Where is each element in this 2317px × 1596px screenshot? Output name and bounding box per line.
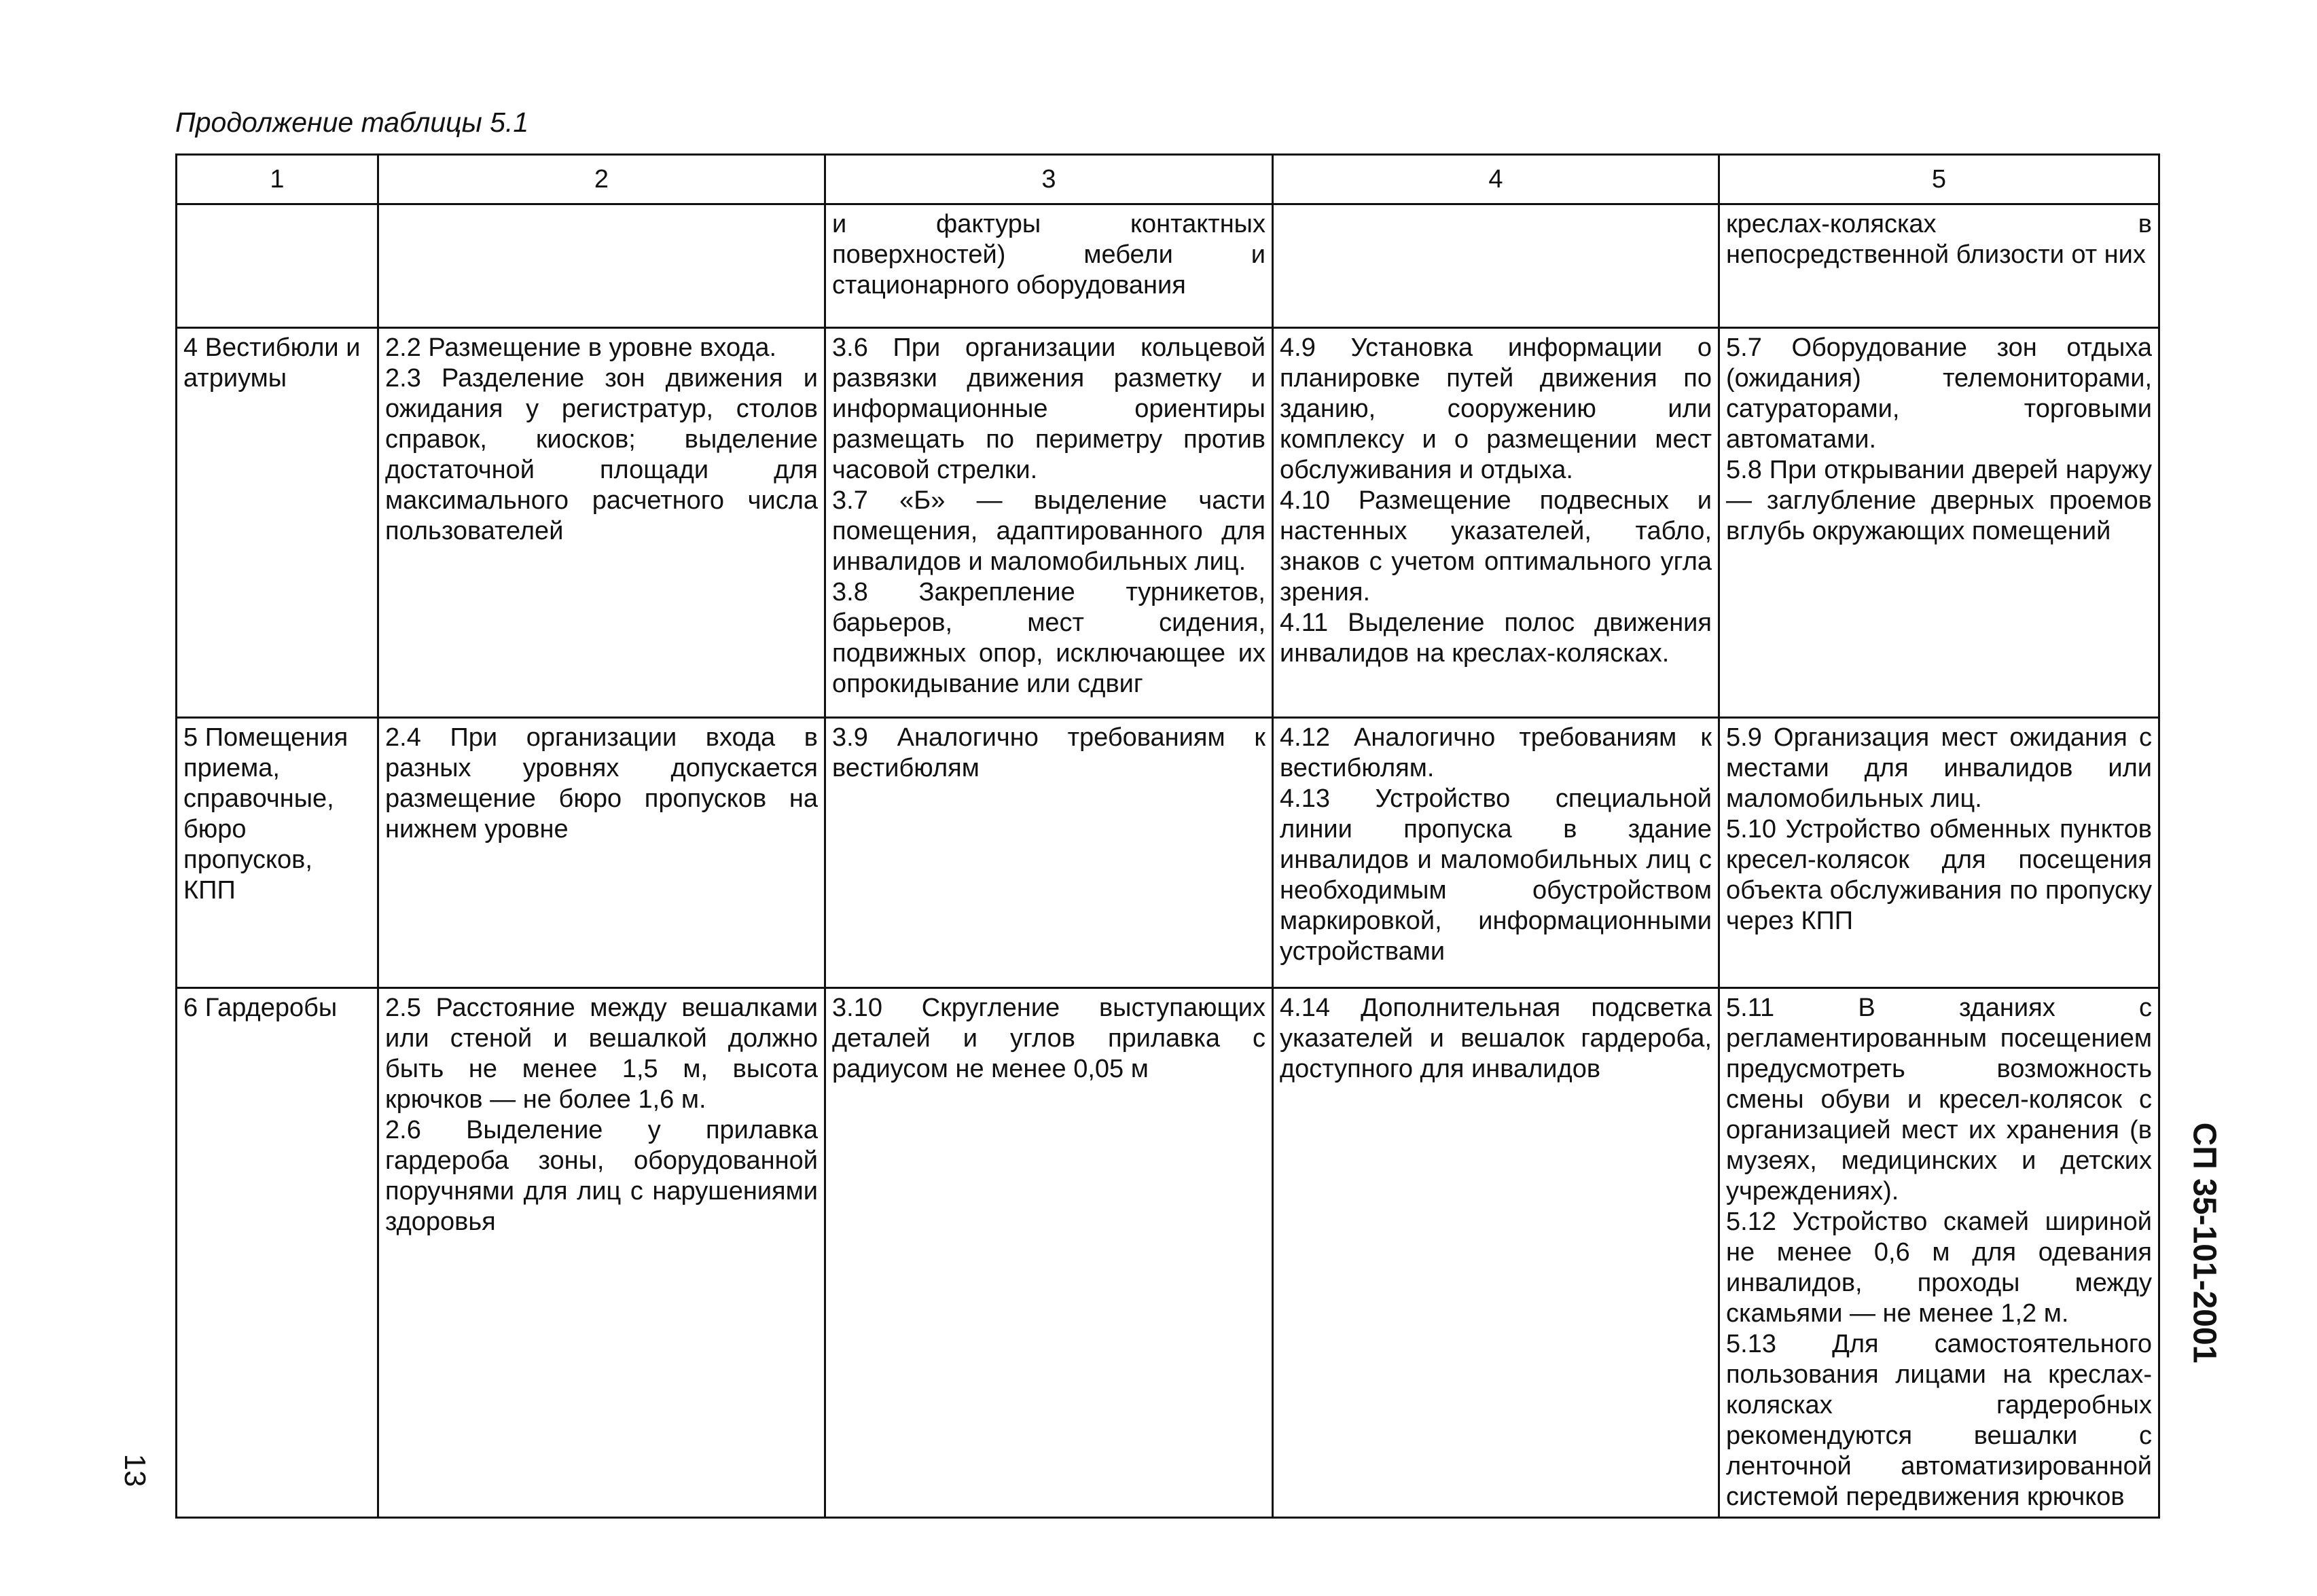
cell-text: и фактуры контактных поверхностей) мебели и стационарного оборудования bbox=[832, 210, 1265, 300]
cell-col5 bbox=[1719, 328, 2159, 718]
cell-text: 4.9 Установка информации о планировке путей движения по зданию, сооружению или комплексу и о размещении мест обслуживания и отдыха. bbox=[1280, 333, 1712, 484]
cell-col5 bbox=[1719, 204, 2159, 328]
cell-text: 3.6 При организации кольцевой развязки движения разметку и информационные ориентиры размещать по периметру против часовой стрелки. bbox=[832, 333, 1265, 484]
cell-text: 4.14 Дополнительная подсветка указателей и вешалок гардероба, доступного для инвалидов bbox=[1280, 994, 1712, 1083]
page-number-margin bbox=[114, 1447, 155, 1494]
cell-text: 4.11 Выделение полос движения инвалидов на креслах-колясках. bbox=[1280, 609, 1712, 668]
cell-col4 bbox=[1273, 328, 1719, 718]
table-caption: Продолжение таблицы 5.1 bbox=[175, 107, 529, 138]
cell-text: 5.8 При открывании дверей наружу — заглубление дверных проемов вглубь окружающих помещений bbox=[1726, 456, 2152, 545]
cell-col2 bbox=[378, 718, 825, 988]
column-header-3: 3 bbox=[825, 155, 1273, 204]
cell-text: 5.7 Оборудование зон отдыха (ожидания) телемониторами, сатураторами, торговыми автоматами. bbox=[1726, 333, 2152, 454]
table-row bbox=[177, 204, 2159, 328]
cell-col3 bbox=[825, 204, 1273, 328]
cell-col5 bbox=[1719, 718, 2159, 988]
document-code: СП 35-101-2001 bbox=[2186, 1122, 2223, 1364]
cell-text: 4.13 Устройство специальной линии пропуска в здание инвалидов и маломобильных лиц с необходимым обустройством маркировкой, информационными устройствами bbox=[1280, 784, 1712, 966]
page-number: 13 bbox=[118, 1453, 151, 1487]
cell-col4 bbox=[1273, 204, 1719, 328]
cell-col2 bbox=[378, 988, 825, 1518]
table-row bbox=[177, 328, 2159, 718]
cell-room bbox=[177, 988, 378, 1518]
cell-col4 bbox=[1273, 988, 1719, 1518]
cell-room bbox=[177, 328, 378, 718]
column-header-5: 5 bbox=[1719, 155, 2159, 204]
cell-text: 5.9 Организация мест ожидания с местами для инвалидов или маломобильных лиц. bbox=[1726, 723, 2152, 813]
cell-text: 4.12 Аналогично требованиям к вестибюлям. bbox=[1280, 723, 1712, 782]
cell-text: 3.8 Закрепление турникетов, барьеров, мест сидения, подвижных опор, исключающее их опрокидывание или сдвиг bbox=[832, 578, 1265, 698]
requirements-table bbox=[175, 153, 2160, 1519]
cell-text: 2.5 Расстояние между вешалками или стеной и вешалкой должно быть не менее 1,5 м, высота крючков — не более 1,6 м. bbox=[385, 994, 818, 1114]
cell-text: 3.9 Аналогично требованиям к вестибюлям bbox=[832, 723, 1265, 782]
room-name: 5 Помещения приема, справочные, бюро пропусков, КПП bbox=[183, 723, 348, 905]
room-name: 4 Вестибюли и атриумы bbox=[183, 333, 361, 393]
cell-col4 bbox=[1273, 718, 1719, 988]
cell-room bbox=[177, 718, 378, 988]
cell-text: 2.3 Разделение зон движения и ожидания у регистратур, столов справок, киосков; выделение достаточной площади для максимального расчетного числа пользователей bbox=[385, 364, 818, 545]
cell-room bbox=[177, 204, 378, 328]
cell-text: 5.13 Для самостоятельного пользования лицами на креслах-колясках гардеробных рекомендуются вешалки с ленточной автоматизированной системой передвижения крючков bbox=[1726, 1330, 2152, 1511]
document-code-margin bbox=[2177, 998, 2231, 1487]
cell-col3 bbox=[825, 328, 1273, 718]
cell-col3 bbox=[825, 988, 1273, 1518]
cell-text: 5.12 Устройство скамей шириной не менее 0,6 м для одевания инвалидов, проходы между скамьями — не менее 1,2 м. bbox=[1726, 1208, 2152, 1328]
cell-col3 bbox=[825, 718, 1273, 988]
table-row bbox=[177, 718, 2159, 988]
cell-text: 2.6 Выделение у прилавка гардероба зоны, оборудованной поручнями для лиц с нарушениями здоровья bbox=[385, 1116, 818, 1236]
cell-text: 3.7 «Б» — выделение части помещения, адаптированного для инвалидов и маломобильных лиц. bbox=[832, 486, 1265, 576]
cell-col2 bbox=[378, 204, 825, 328]
column-header-4: 4 bbox=[1273, 155, 1719, 204]
cell-text: 3.10 Скругление выступающих деталей и углов прилавка с радиусом не менее 0,05 м bbox=[832, 994, 1265, 1083]
cell-text: креслах-колясках в непосредственной близости от них bbox=[1726, 210, 2152, 269]
table-row bbox=[177, 988, 2159, 1518]
room-name: 6 Гардеробы bbox=[183, 994, 338, 1022]
cell-col2 bbox=[378, 328, 825, 718]
table-header-row bbox=[177, 155, 2159, 204]
column-header-2: 2 bbox=[378, 155, 825, 204]
cell-text: 2.2 Размещение в уровне входа. bbox=[385, 333, 777, 362]
cell-text: 5.10 Устройство обменных пунктов кресел-колясок для посещения объекта обслуживания по пропуску через КПП bbox=[1726, 815, 2152, 935]
column-header-1: 1 bbox=[177, 155, 378, 204]
cell-text: 4.10 Размещение подвесных и настенных указателей, табло, знаков с учетом оптимального угла зрения. bbox=[1280, 486, 1712, 606]
cell-text: 2.4 При организации входа в разных уровнях допускается размещение бюро пропусков на нижнем уровне bbox=[385, 723, 818, 844]
cell-col5 bbox=[1719, 988, 2159, 1518]
cell-text: 5.11 В зданиях с регламентированным посещением предусмотреть возможность смены обуви и кресел-колясок с организацией мест их хранения (в музеях, медицинских и детских учреждениях). bbox=[1726, 994, 2152, 1205]
